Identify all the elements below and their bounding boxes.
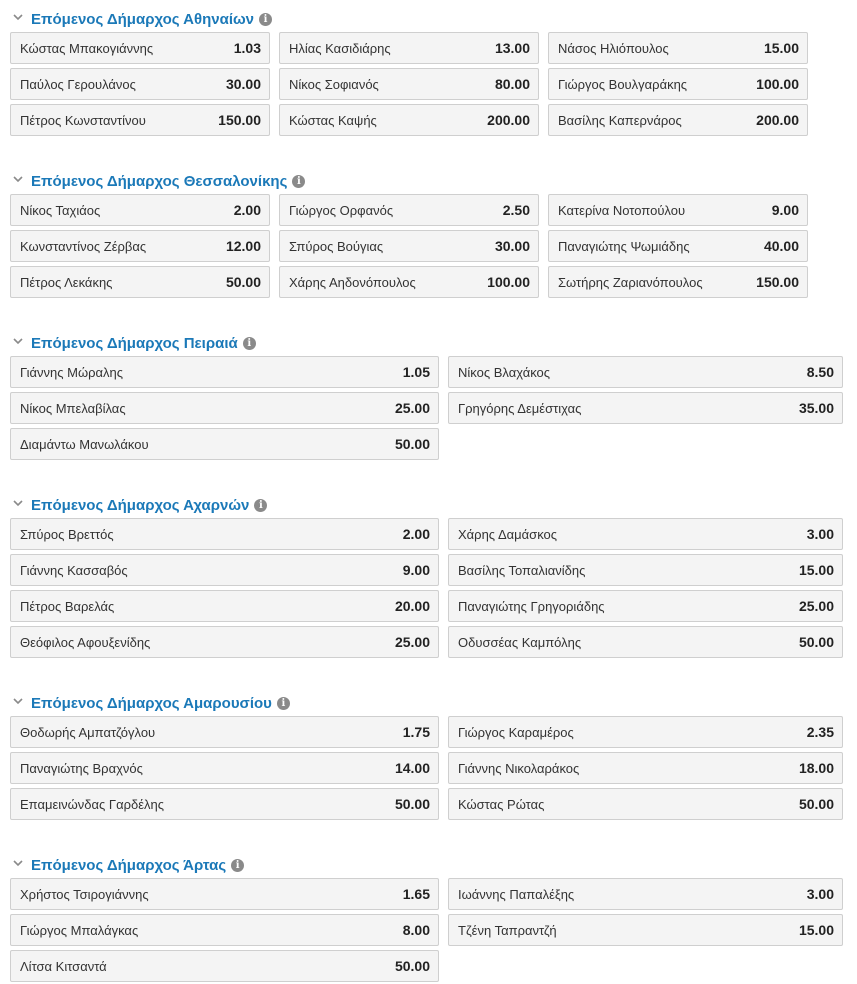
odds-selection-button[interactable] <box>448 356 843 388</box>
market-title-text: Επόμενος Δήμαρχος Άρτας <box>31 857 227 874</box>
chevron-down-icon[interactable] <box>13 696 23 706</box>
market-header[interactable] <box>0 172 857 194</box>
odds-value: 50.00 <box>394 958 430 974</box>
odds-selection-button[interactable] <box>448 518 843 550</box>
selections-grid <box>10 878 843 982</box>
market-title-text: Επόμενος Δήμαρχος Πειραιά <box>31 335 238 352</box>
odds-value: 9.00 <box>771 202 799 218</box>
odds-selection-button[interactable] <box>279 68 539 100</box>
candidate-name: Νίκος Βλαχάκος <box>458 364 551 380</box>
odds-value: 3.00 <box>806 886 834 902</box>
odds-selection-button[interactable] <box>10 626 439 658</box>
odds-value: 13.00 <box>494 40 530 56</box>
odds-value: 15.00 <box>763 40 799 56</box>
candidate-name: Ιωάννης Παπαλέξης <box>458 886 575 902</box>
candidate-name: Νίκος Σοφιανός <box>289 76 379 92</box>
market-title <box>31 496 267 516</box>
odds-value: 50.00 <box>798 796 834 812</box>
candidate-name: Γιάννης Κασσαβός <box>20 562 128 578</box>
candidate-name: Σπύρος Βρεττός <box>20 526 114 542</box>
odds-value: 1.65 <box>402 886 430 902</box>
odds-value: 30.00 <box>225 76 261 92</box>
market-title <box>31 172 305 192</box>
chevron-down-icon[interactable] <box>13 336 23 346</box>
candidate-name: Χάρης Αηδονόπουλος <box>289 274 416 290</box>
odds-selection-button[interactable] <box>279 266 539 298</box>
odds-selection-button[interactable] <box>279 194 539 226</box>
odds-value: 18.00 <box>798 760 834 776</box>
chevron-down-icon[interactable] <box>13 498 23 508</box>
odds-value: 9.00 <box>402 562 430 578</box>
candidate-name: Νίκος Ταχιάος <box>20 202 101 218</box>
odds-value: 1.03 <box>233 40 261 56</box>
market-section <box>0 334 857 452</box>
candidate-name: Τζένη Ταπραντζή <box>458 922 557 938</box>
odds-value: 25.00 <box>394 400 430 416</box>
odds-value: 150.00 <box>756 274 799 290</box>
candidate-name: Νάσος Ηλιόπουλος <box>558 40 669 56</box>
candidate-name: Παναγιώτης Ψωμιάδης <box>558 238 690 254</box>
market-title-text: Επόμενος Δήμαρχος Αμαρουσίου <box>31 695 272 712</box>
candidate-name: Γιώργος Ορφανός <box>289 202 394 218</box>
odds-value: 1.05 <box>402 364 430 380</box>
odds-value: 8.00 <box>402 922 430 938</box>
odds-selection-button[interactable] <box>10 392 439 424</box>
candidate-name: Γρηγόρης Δεμέστιχας <box>458 400 582 416</box>
candidate-name: Χρήστος Τσιρογιάννης <box>20 886 149 902</box>
candidate-name: Παναγιώτης Γρηγοριάδης <box>458 598 605 614</box>
odds-selection-button[interactable] <box>448 716 843 748</box>
candidate-name: Διαμάντω Μανωλάκου <box>20 436 149 452</box>
odds-selection-button[interactable] <box>448 788 843 820</box>
market-title <box>31 334 256 354</box>
odds-selection-button[interactable] <box>10 230 270 262</box>
chevron-down-icon[interactable] <box>13 12 23 22</box>
odds-value: 30.00 <box>494 238 530 254</box>
info-icon[interactable]: i <box>243 337 256 350</box>
odds-value: 50.00 <box>394 796 430 812</box>
odds-value: 200.00 <box>756 112 799 128</box>
odds-value: 15.00 <box>798 922 834 938</box>
odds-value: 3.00 <box>806 526 834 542</box>
candidate-name: Παναγιώτης Βραχνός <box>20 760 143 776</box>
odds-selection-button[interactable] <box>448 878 843 910</box>
candidate-name: Γιάννης Μώραλης <box>20 364 123 380</box>
odds-selection-button[interactable] <box>10 194 270 226</box>
odds-selection-button[interactable] <box>448 914 843 946</box>
odds-value: 35.00 <box>798 400 834 416</box>
market-header[interactable] <box>0 10 857 32</box>
market-header[interactable] <box>0 334 857 356</box>
candidate-name: Γιώργος Καραμέρος <box>458 724 574 740</box>
odds-value: 14.00 <box>394 760 430 776</box>
odds-value: 100.00 <box>756 76 799 92</box>
market-title <box>31 10 272 30</box>
candidate-name: Γιώργος Μπαλάγκας <box>20 922 139 938</box>
odds-selection-button[interactable] <box>10 266 270 298</box>
candidate-name: Πέτρος Βαρελάς <box>20 598 115 614</box>
candidate-name: Κώστας Ρώτας <box>458 796 545 812</box>
candidate-name: Γιώργος Βουλγαράκης <box>558 76 688 92</box>
candidate-name: Κώστας Μπακογιάννης <box>20 40 154 56</box>
odds-value: 25.00 <box>394 634 430 650</box>
odds-selection-button[interactable] <box>279 104 539 136</box>
market-title-text: Επόμενος Δήμαρχος Θεσσαλονίκης <box>31 173 288 190</box>
selections-grid <box>10 716 843 820</box>
market-header[interactable] <box>0 496 857 518</box>
odds-selection-button[interactable] <box>10 590 439 622</box>
candidate-name: Πέτρος Κωνσταντίνου <box>20 112 146 128</box>
odds-value: 15.00 <box>798 562 834 578</box>
candidate-name: Σωτήρης Ζαριανόπουλος <box>558 274 703 290</box>
odds-selection-button[interactable] <box>548 230 808 262</box>
chevron-down-icon[interactable] <box>13 174 23 184</box>
odds-selection-button[interactable] <box>448 590 843 622</box>
odds-selection-button[interactable] <box>10 716 439 748</box>
market-header[interactable] <box>0 856 857 878</box>
odds-value: 20.00 <box>394 598 430 614</box>
market-section <box>0 694 857 812</box>
selections-grid <box>10 518 843 658</box>
odds-value: 150.00 <box>218 112 261 128</box>
odds-value: 200.00 <box>487 112 530 128</box>
odds-selection-button[interactable] <box>10 356 439 388</box>
candidate-name: Κώστας Καψής <box>289 112 377 128</box>
candidate-name: Ηλίας Κασιδιάρης <box>289 40 391 56</box>
odds-selection-button[interactable] <box>10 950 439 982</box>
candidate-name: Βασίλης Τοπαλιανίδης <box>458 562 586 578</box>
candidate-name: Γιάννης Νικολαράκος <box>458 760 580 776</box>
selections-grid <box>10 194 808 298</box>
candidate-name: Οδυσσέας Καμπόλης <box>458 634 582 650</box>
odds-selection-button[interactable] <box>548 194 808 226</box>
odds-selection-button[interactable] <box>448 626 843 658</box>
candidate-name: Κωνσταντίνος Ζέρβας <box>20 238 147 254</box>
odds-selection-button[interactable] <box>548 266 808 298</box>
odds-selection-button[interactable] <box>10 68 270 100</box>
odds-selection-button[interactable] <box>548 104 808 136</box>
odds-value: 2.50 <box>502 202 530 218</box>
candidate-name: Λίτσα Κιτσαντά <box>20 958 107 974</box>
odds-value: 25.00 <box>798 598 834 614</box>
odds-selection-button[interactable] <box>448 752 843 784</box>
candidate-name: Νίκος Μπελαβίλας <box>20 400 126 416</box>
odds-value: 12.00 <box>225 238 261 254</box>
market-section <box>0 496 857 650</box>
candidate-name: Θεόφιλος Αφουξενίδης <box>20 634 151 650</box>
market-section <box>0 10 857 128</box>
market-title <box>31 856 244 876</box>
odds-selection-button[interactable] <box>10 752 439 784</box>
odds-selection-button[interactable] <box>10 104 270 136</box>
odds-value: 2.00 <box>402 526 430 542</box>
market-title-text: Επόμενος Δήμαρχος Αχαρνών <box>31 497 250 514</box>
odds-selection-button[interactable] <box>448 554 843 586</box>
odds-selection-button[interactable] <box>448 392 843 424</box>
candidate-name: Σπύρος Βούγιας <box>289 238 384 254</box>
info-icon[interactable]: i <box>259 13 272 26</box>
odds-selection-button[interactable] <box>548 68 808 100</box>
info-icon[interactable]: i <box>277 697 290 710</box>
market-section <box>0 856 857 974</box>
odds-selection-button[interactable] <box>10 878 439 910</box>
candidate-name: Πέτρος Λεκάκης <box>20 274 113 290</box>
candidate-name: Επαμεινώνδας Γαρδέλης <box>20 796 165 812</box>
odds-selection-button[interactable] <box>10 518 439 550</box>
odds-selection-button[interactable] <box>279 230 539 262</box>
chevron-down-icon[interactable] <box>13 858 23 868</box>
odds-selection-button[interactable] <box>10 788 439 820</box>
market-section <box>0 172 857 290</box>
candidate-name: Κατερίνα Νοτοπούλου <box>558 202 686 218</box>
odds-value: 8.50 <box>806 364 834 380</box>
info-icon[interactable]: i <box>254 499 267 512</box>
odds-value: 2.00 <box>233 202 261 218</box>
odds-selection-button[interactable] <box>10 428 439 460</box>
candidate-name: Θοδωρής Αμπατζόγλου <box>20 724 156 740</box>
candidate-name: Παύλος Γερουλάνος <box>20 76 136 92</box>
candidate-name: Χάρης Δαμάσκος <box>458 526 558 542</box>
odds-value: 100.00 <box>487 274 530 290</box>
odds-value: 50.00 <box>225 274 261 290</box>
odds-value: 2.35 <box>806 724 834 740</box>
selections-grid <box>10 32 808 136</box>
market-header[interactable] <box>0 694 857 716</box>
info-icon[interactable]: i <box>292 175 305 188</box>
odds-value: 1.75 <box>402 724 430 740</box>
odds-selection-button[interactable] <box>10 914 439 946</box>
odds-selection-button[interactable] <box>10 32 270 64</box>
info-icon[interactable]: i <box>231 859 244 872</box>
selections-grid <box>10 356 843 460</box>
market-title <box>31 694 290 714</box>
market-title-text: Επόμενος Δήμαρχος Αθηναίων <box>31 11 255 28</box>
odds-value: 50.00 <box>798 634 834 650</box>
odds-value: 40.00 <box>763 238 799 254</box>
candidate-name: Βασίλης Καπερνάρος <box>558 112 682 128</box>
odds-selection-button[interactable] <box>10 554 439 586</box>
odds-selection-button[interactable] <box>279 32 539 64</box>
odds-selection-button[interactable] <box>548 32 808 64</box>
odds-value: 50.00 <box>394 436 430 452</box>
odds-value: 80.00 <box>494 76 530 92</box>
